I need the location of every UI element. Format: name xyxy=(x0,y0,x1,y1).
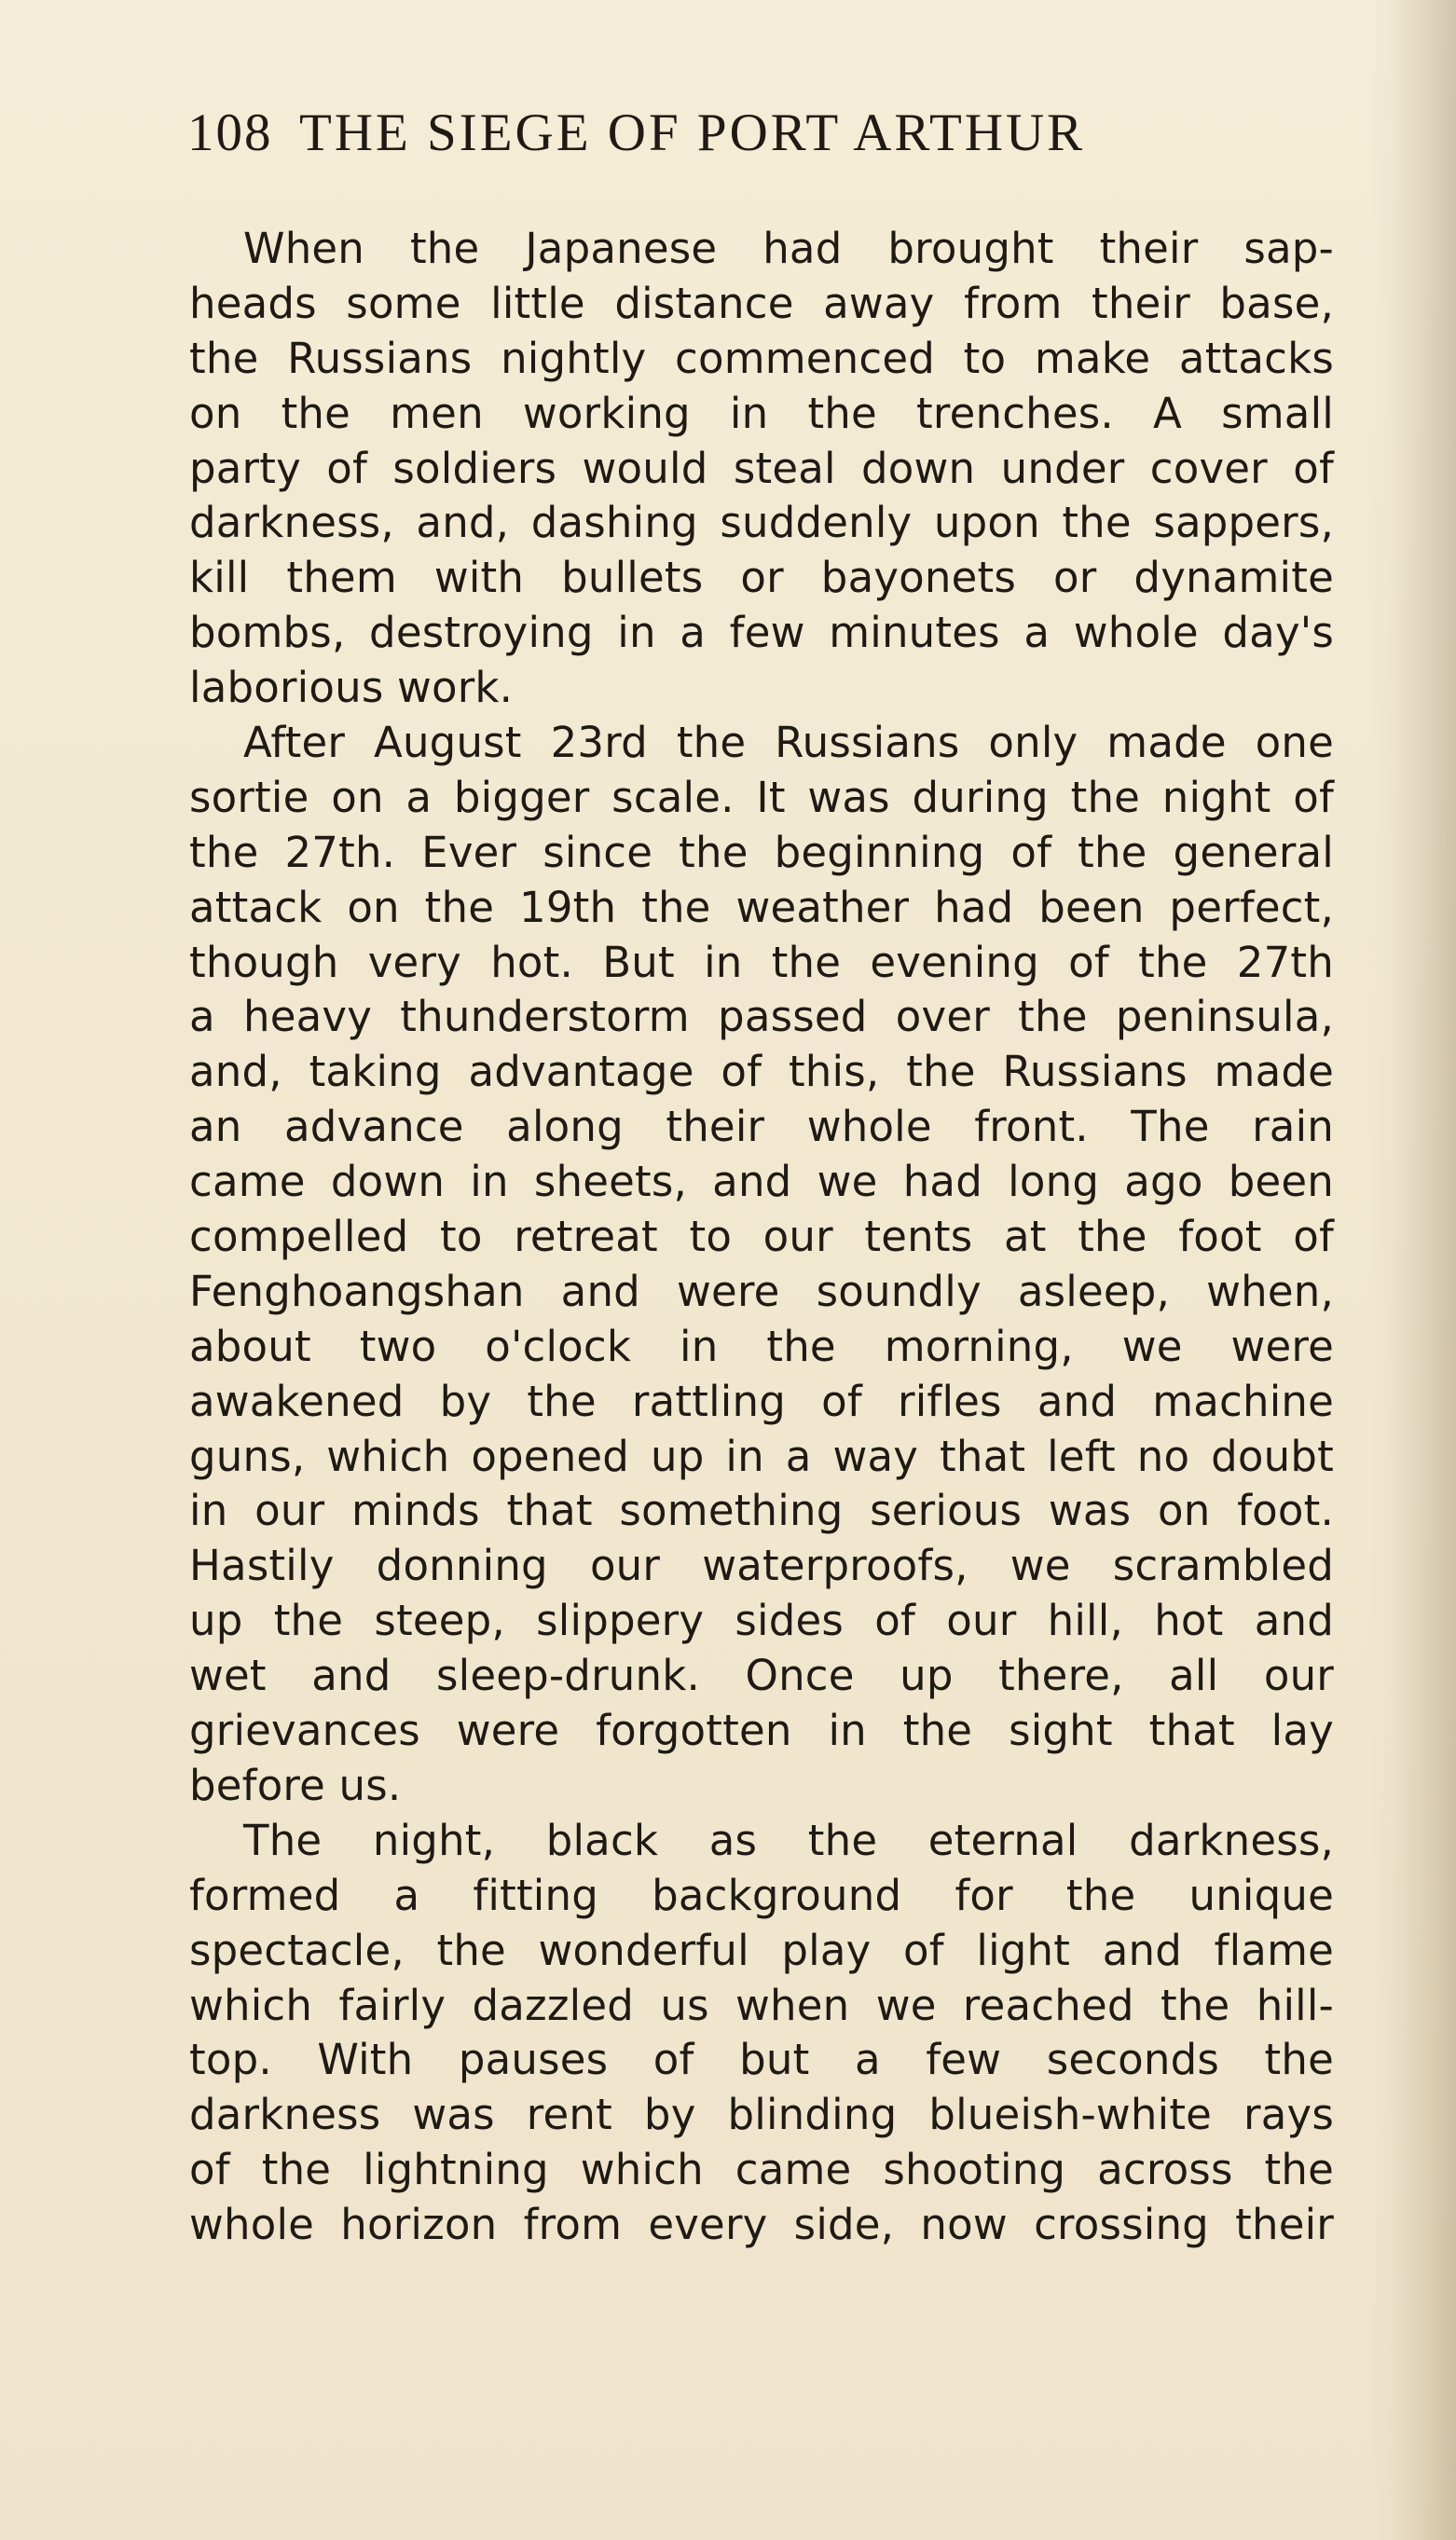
text-line: attack on the 19th the weather had been perfect, xyxy=(189,882,1334,932)
text-line: Hastily donning our waterproofs, we scrambled xyxy=(189,1541,1334,1591)
text-line: compelled to retreat to our tents at the foot of xyxy=(189,1212,1334,1262)
text-line: of the lightning which came shooting across the xyxy=(189,2145,1334,2195)
text-line: kill them with bullets or bayonets or dynamite xyxy=(189,553,1334,603)
text-line: laborious work. xyxy=(189,663,514,713)
text-line: Fenghoangshan and were soundly asleep, when, xyxy=(189,1266,1334,1316)
page-spine-shadow xyxy=(1391,0,1456,2540)
text-line: spectacle, the wonderful play of light and flame xyxy=(189,1925,1334,1975)
text-line: on the men working in the trenches. A small xyxy=(189,388,1334,438)
running-head xyxy=(187,103,1317,168)
text-line: awakened by the rattling of rifles and machine xyxy=(189,1376,1334,1426)
text-line: the Russians nightly commenced to make attacks xyxy=(189,333,1334,383)
text-line: which fairly dazzled us when we reached the hill- xyxy=(189,1980,1334,2030)
text-line: wet and sleep-drunk. Once up there, all our xyxy=(189,1651,1334,1701)
text-line: though very hot. But in the evening of the 27th xyxy=(189,937,1334,987)
text-line: came down in sheets, and we had long ago been xyxy=(189,1157,1334,1207)
text-line: the 27th. Ever since the beginning of the general xyxy=(189,827,1334,877)
running-title: THE SIEGE OF PORT ARTHUR xyxy=(299,103,1086,162)
text-line: up the steep, slippery sides of our hill, hot and xyxy=(189,1596,1334,1646)
text-line: and, taking advantage of this, the Russians made xyxy=(189,1047,1334,1097)
text-line: an advance along their whole front. The rain xyxy=(189,1102,1334,1152)
text-line: When the Japanese had brought their sap- xyxy=(243,224,1334,273)
text-line: grievances were forgotten in the sight that lay xyxy=(189,1706,1334,1756)
text-line: sortie on a bigger scale. It was during the night of xyxy=(189,772,1334,822)
text-line: a heavy thunderstorm passed over the peninsula, xyxy=(189,992,1334,1042)
text-line: before us. xyxy=(189,1760,402,1810)
text-line: bombs, destroying in a few minutes a whole day's xyxy=(189,608,1334,658)
text-line: formed a fitting background for the unique xyxy=(189,1870,1334,1920)
page-number: 108 xyxy=(187,103,273,162)
body-text xyxy=(189,222,1334,2253)
text-line: party of soldiers would steal down under cover of xyxy=(189,443,1334,493)
text-line: After August 23rd the Russians only made one xyxy=(243,718,1334,768)
text-line: darkness was rent by blinding blueish-white rays xyxy=(189,2090,1334,2140)
text-line: in our minds that something serious was on foot. xyxy=(189,1486,1334,1536)
text-line: top. With pauses of but a few seconds the xyxy=(189,2035,1334,2085)
text-line: darkness, and, dashing suddenly upon the sappers, xyxy=(189,498,1334,548)
text-line: heads some little distance away from their base, xyxy=(189,278,1334,328)
text-line: guns, which opened up in a way that left no doubt xyxy=(189,1431,1334,1481)
text-line: whole horizon from every side, now crossing their xyxy=(189,2200,1334,2250)
text-line: The night, black as the eternal darkness, xyxy=(243,1815,1334,1865)
text-line: about two o'clock in the morning, we were xyxy=(189,1321,1334,1371)
